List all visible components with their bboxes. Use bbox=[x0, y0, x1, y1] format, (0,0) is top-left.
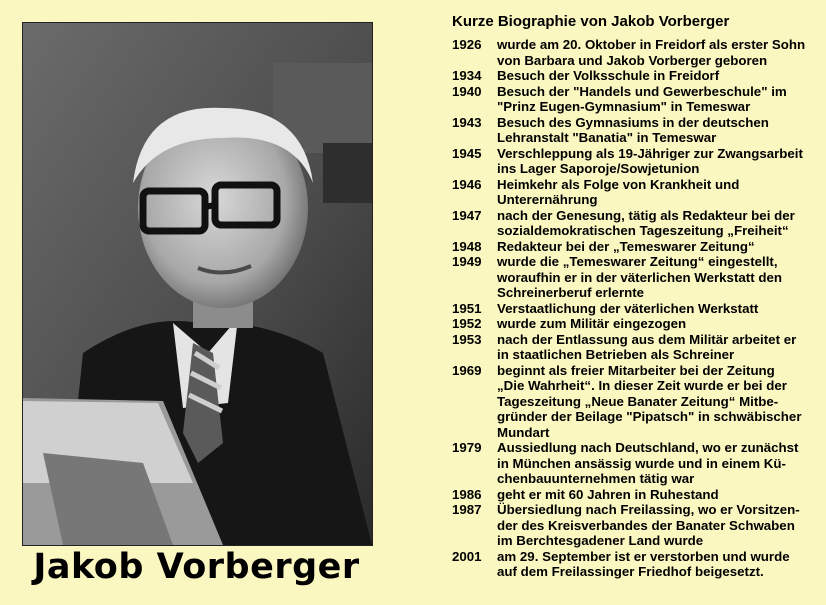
bio-year: 1953 bbox=[452, 331, 482, 347]
bio-year: 1986 bbox=[452, 486, 482, 502]
bio-text: wurde die „Temeswarer Zeitung“ eingestellt, woraufhin er in der väterlichen Werkstatt den Schreinerberuf erlernte bbox=[497, 254, 782, 300]
bio-text: nach der Entlassung aus dem Militär arbeitet er in staatlichen Betrieben als Schreiner bbox=[497, 331, 797, 362]
bio-text: wurde am 20. Oktober in Freidorf als erster Sohn von Barbara und Jakob Vorberger geboren bbox=[497, 37, 806, 68]
bio-entry bbox=[452, 502, 822, 549]
bio-text: Verschleppung als 19-Jähriger zur Zwangsarbeit ins Lager Saporoje/Sowjetunion bbox=[497, 145, 803, 176]
portrait-illustration bbox=[23, 23, 372, 545]
bio-year: 1987 bbox=[452, 502, 482, 517]
bio-entry bbox=[452, 363, 822, 441]
bio-year: 1945 bbox=[452, 145, 482, 161]
bio-entry bbox=[452, 549, 822, 580]
bio-year: 1952 bbox=[452, 316, 482, 331]
bio-entry bbox=[452, 440, 822, 487]
bio-year: 1943 bbox=[452, 114, 482, 130]
bio-entry bbox=[452, 301, 822, 317]
bio-year: 2001 bbox=[452, 548, 482, 564]
bio-year: 1947 bbox=[452, 207, 482, 223]
bio-entry bbox=[452, 68, 822, 84]
bio-year: 1926 bbox=[452, 37, 482, 52]
bio-text: beginnt als freier Mitarbeiter bei der Zeitung „Die Wahrheit“. In dieser Zeit wurde er bei der Tageszeitung „Neue Banater Zeitung“ Mitbe- gründer der Beilage "Pipatsch" in schwäbischer Mundart bbox=[497, 362, 802, 440]
person-name: Jakob Vorberger bbox=[33, 547, 360, 587]
bio-year: 1969 bbox=[452, 362, 482, 378]
bio-entry bbox=[452, 239, 822, 255]
bio-entry bbox=[452, 146, 822, 177]
bio-text: Besuch der "Handels und Gewerbeschule" im "Prinz Eugen-Gymnasium" in Temeswar bbox=[497, 83, 787, 114]
bio-text: Verstaatlichung der väterlichen Werkstatt bbox=[497, 300, 759, 316]
bio-text: Aussiedlung nach Deutschland, wo er zunächst in München ansässig wurde und in einem Kü- chenbauunternehmen tätig war bbox=[497, 440, 799, 486]
portrait-photo bbox=[22, 22, 373, 546]
bio-entry bbox=[452, 316, 822, 332]
bio-entry bbox=[452, 115, 822, 146]
bio-entry bbox=[452, 332, 822, 363]
bio-entry bbox=[452, 84, 822, 115]
bio-year: 1979 bbox=[452, 440, 482, 455]
bio-year: 1951 bbox=[452, 300, 482, 316]
bio-entry bbox=[452, 487, 822, 503]
bio-text: Redakteur bei der „Temeswarer Zeitung“ bbox=[497, 238, 755, 254]
bio-text: Besuch des Gymnasiums in der deutschen Lehranstalt "Banatia" in Temeswar bbox=[497, 114, 769, 145]
bio-text: am 29. September ist er verstorben und wurde auf dem Freilassinger Friedhof beigesetzt. bbox=[497, 548, 790, 579]
bio-entry bbox=[452, 37, 822, 68]
bio-entry bbox=[452, 208, 822, 239]
bio-year: 1949 bbox=[452, 254, 482, 269]
bio-title: Kurze Biographie von Jakob Vorberger bbox=[452, 13, 730, 30]
bio-text: Besuch der Volksschule in Freidorf bbox=[497, 68, 720, 83]
bio-list bbox=[452, 37, 822, 580]
bio-year: 1948 bbox=[452, 238, 482, 254]
bio-text: wurde zum Militär eingezogen bbox=[497, 316, 687, 331]
bio-text: Übersiedlung nach Freilassing, wo er Vorsitzen- der des Kreisverbandes der Banater Schwaben im Berchtesgadener Land wurde bbox=[497, 502, 800, 548]
bio-text: Heimkehr als Folge von Krankheit und Unterernährung bbox=[497, 176, 740, 207]
bio-text: nach der Genesung, tätig als Redakteur bei der sozialdemokratischen Tageszeitung „Freiheit“ bbox=[497, 207, 795, 238]
bio-year: 1946 bbox=[452, 176, 482, 192]
bio-entry bbox=[452, 177, 822, 208]
bio-text: geht er mit 60 Jahren in Ruhestand bbox=[497, 486, 719, 502]
bio-year: 1940 bbox=[452, 83, 482, 99]
bio-year: 1934 bbox=[452, 68, 482, 83]
bio-entry bbox=[452, 254, 822, 301]
